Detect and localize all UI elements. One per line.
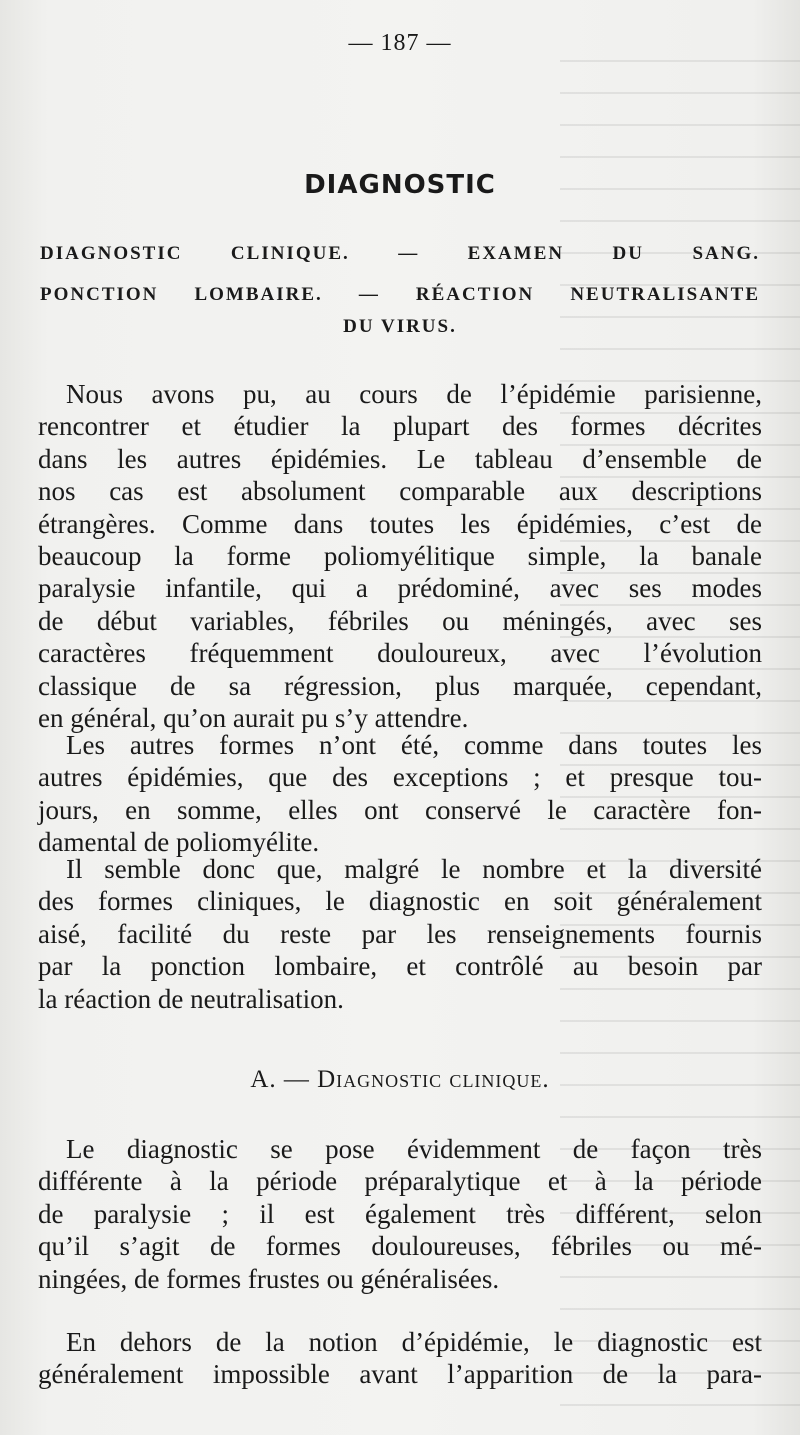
text-line: en général, qu’on aurait pu s’y attendre. (38, 703, 469, 734)
text-line: beaucoup la forme poliomyélitique simple, la banale (38, 541, 762, 572)
text-line: nos cas est absolument comparable aux descriptions (38, 476, 762, 507)
text-line: Il semble donc que, malgré le nombre et la diversité (66, 854, 762, 884)
text-line: paralysie infantile, qui a prédominé, avec ses modes (38, 573, 762, 604)
paragraph-3 (38, 853, 762, 1015)
text-line: En dehors de la notion d’épidémie, le diagnostic est (66, 1327, 762, 1357)
text-line: ningées, de formes frustes ou généralisées. (38, 1263, 500, 1294)
chapter-title: DIAGNOSTIC (304, 170, 496, 200)
paragraph-1 (38, 378, 762, 734)
section-heading: A. — Diagnostic clinique. (250, 1066, 550, 1093)
text-line: étrangères. Comme dans toutes les épidémies, c’est de (38, 508, 762, 539)
text-line: par la ponction lombaire, et contrôlé au besoin par (38, 951, 762, 982)
text-line: damental de poliomyélite. (38, 827, 320, 858)
text-line: classique de sa régression, plus marquée, cependant, (38, 670, 762, 701)
chapter-subtitle-line-3: DU VIRUS. (343, 316, 457, 337)
text-line: dans les autres épidémies. Le tableau d’ensemble de (38, 443, 762, 474)
text-line: la réaction de neutralisation. (38, 983, 344, 1014)
text-line: de paralysie ; il est également très différent, selon (38, 1198, 762, 1229)
text-line: jours, en somme, elles ont conservé le caractère fon- (38, 794, 762, 825)
paragraph-2 (38, 729, 762, 859)
text-line: Les autres formes n’ont été, comme dans toutes les (66, 730, 762, 760)
text-line: des formes cliniques, le diagnostic en soit généralement (38, 886, 762, 917)
text-line: aisé, facilité du reste par les renseignements fournis (38, 918, 762, 949)
text-line: qu’il s’agit de formes douloureuses, fébriles ou mé- (38, 1231, 762, 1262)
text-line: rencontrer et étudier la plupart des formes décrites (38, 411, 762, 442)
text-line: Le diagnostic se pose évidemment de façon très (66, 1134, 762, 1164)
chapter-subtitle-line-1: DIAGNOSTIC CLINIQUE. — EXAMEN DU SANG. (40, 243, 760, 264)
text-line: différente à la période préparalytique et à la période (38, 1166, 762, 1197)
text-line: caractères fréquemment douloureux, avec l’évolution (38, 638, 762, 669)
page-number: — 187 — (348, 30, 452, 56)
text-line: généralement impossible avant l’apparition de la para- (38, 1359, 762, 1390)
text-line: de début variables, fébriles ou méningés, avec ses (38, 605, 762, 636)
paragraph-5 (38, 1326, 762, 1391)
text-line: autres épidémies, que des exceptions ; et presque tou- (38, 762, 762, 793)
paragraph-4 (38, 1133, 762, 1295)
text-line: Nous avons pu, au cours de l’épidémie parisienne, (66, 379, 762, 409)
chapter-subtitle-line-2: PONCTION LOMBAIRE. — RÉACTION NEUTRALISANTE (40, 284, 760, 305)
